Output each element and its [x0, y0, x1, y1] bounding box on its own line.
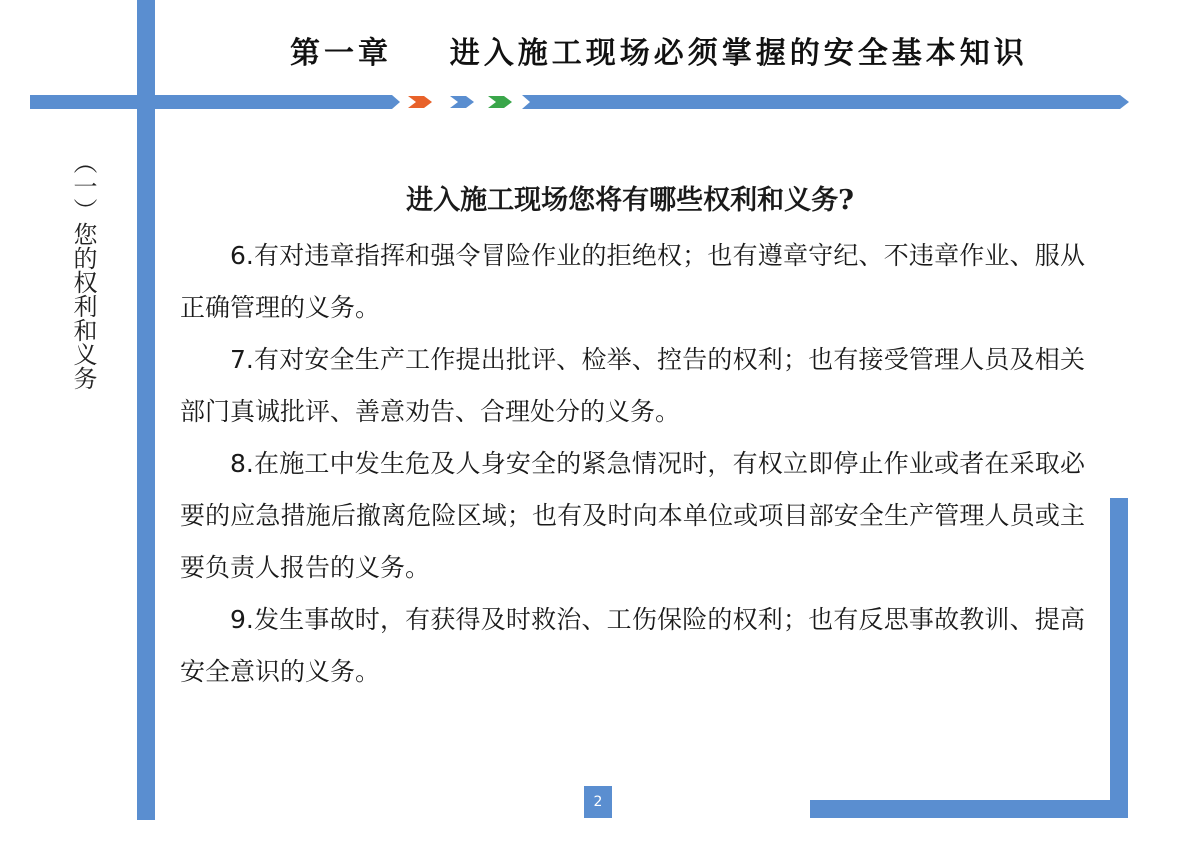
paragraph-item-9: 9.发生事故时，有获得及时救治、工伤保险的权利；也有反思事故教训、提高安全意识的义务。: [180, 605, 1085, 686]
paragraph-item-7: 7.有对安全生产工作提出批评、检举、控告的权利；也有接受管理人员及相关部门真诚批评、善意劝告、合理处分的义务。: [180, 345, 1085, 426]
content-title: 进入施工现场您将有哪些权利和义务?: [406, 185, 854, 216]
header-arrow-bar: [30, 93, 1130, 111]
paragraph-item-8: 8.在施工中发生危及人身安全的紧急情况时，有权立即停止作业或者在采取必要的应急措施后撤离危险区域；也有及时向本单位或项目部安全生产管理人员或主要负责人报告的义务。: [180, 449, 1085, 582]
green-chevron-icon: [488, 96, 512, 108]
chapter-title: 第一章 进入施工现场必须掌握的安全基本知识: [290, 36, 1028, 71]
section-side-label: （一）您的权利和义务: [69, 150, 97, 390]
orange-chevron-icon: [408, 96, 432, 108]
content-body: [180, 230, 1085, 698]
bottom-horizontal-bar: [810, 800, 1128, 818]
blue-chevron-icon: [450, 96, 474, 108]
paragraph-item-6: 6.有对违章指挥和强令冒险作业的拒绝权；也有遵章守纪、不违章作业、服从正确管理的义务。: [180, 241, 1085, 322]
right-vertical-bar: [1110, 498, 1128, 818]
page-number: 2: [584, 786, 612, 818]
left-vertical-bar: [137, 0, 155, 820]
header-bar-left-segment: [30, 95, 400, 109]
header-bar-right-segment: [522, 95, 1129, 109]
